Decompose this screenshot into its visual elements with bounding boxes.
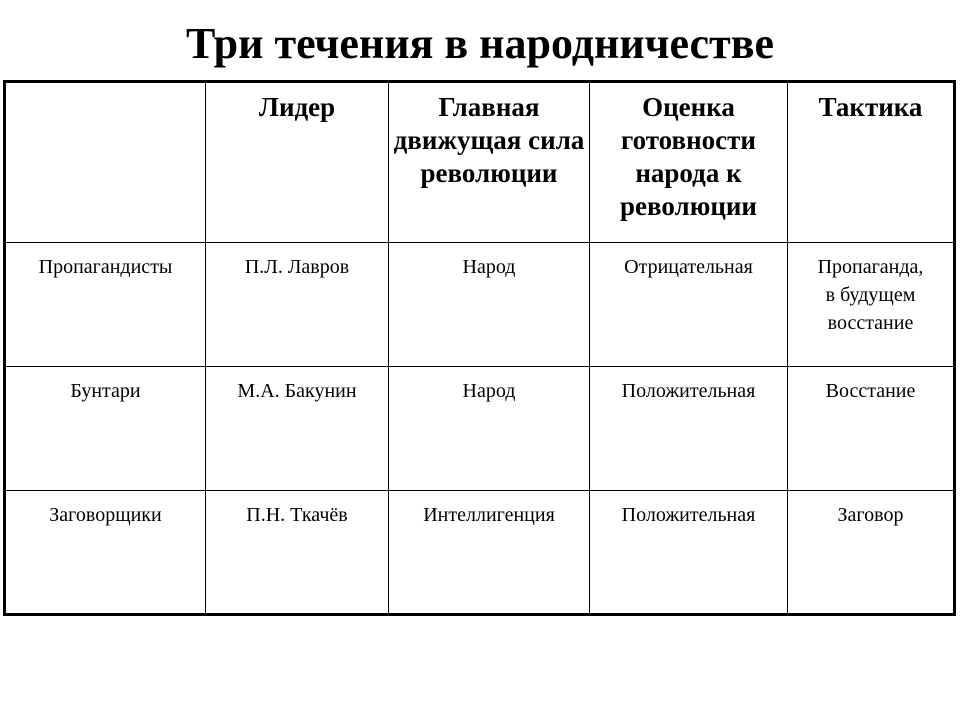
cell-leader: П.Н. Ткачёв [206, 491, 389, 615]
cell-tactics [788, 243, 955, 367]
cell-current: Пропагандисты [5, 243, 206, 367]
header-driving-force: Главная движущая сила революции [389, 82, 590, 243]
cell-current: Бунтари [5, 367, 206, 491]
cell-readiness-assessment: Отрицательная [590, 243, 788, 367]
cell-tactics-line: Восстание [825, 380, 916, 402]
header-readiness-assessment: Оценка готовности народа к революции [590, 82, 788, 243]
table-row [5, 491, 955, 615]
cell-leader: П.Л. Лавров [206, 243, 389, 367]
header-leader: Лидер [206, 82, 389, 243]
cell-driving-force: Народ [389, 367, 590, 491]
cell-leader: М.А. Бакунин [206, 367, 389, 491]
cell-readiness-assessment: Положительная [590, 367, 788, 491]
cell-driving-force: Интеллигенция [389, 491, 590, 615]
currents-table [3, 80, 956, 616]
table-header-row [5, 82, 955, 243]
table-row [5, 243, 955, 367]
cell-tactics [788, 491, 955, 615]
cell-tactics-line: Заговор [837, 504, 904, 526]
cell-current: Заговорщики [5, 491, 206, 615]
table-row [5, 367, 955, 491]
cell-tactics [788, 367, 955, 491]
header-empty [5, 82, 206, 243]
header-tactics: Тактика [788, 82, 955, 243]
cell-driving-force: Народ [389, 243, 590, 367]
cell-tactics-line: в будущем восстание [825, 284, 916, 334]
cell-readiness-assessment: Положительная [590, 491, 788, 615]
page-title: Три течения в народничестве [186, 19, 774, 68]
cell-tactics-line: Пропаганда, [817, 256, 924, 278]
